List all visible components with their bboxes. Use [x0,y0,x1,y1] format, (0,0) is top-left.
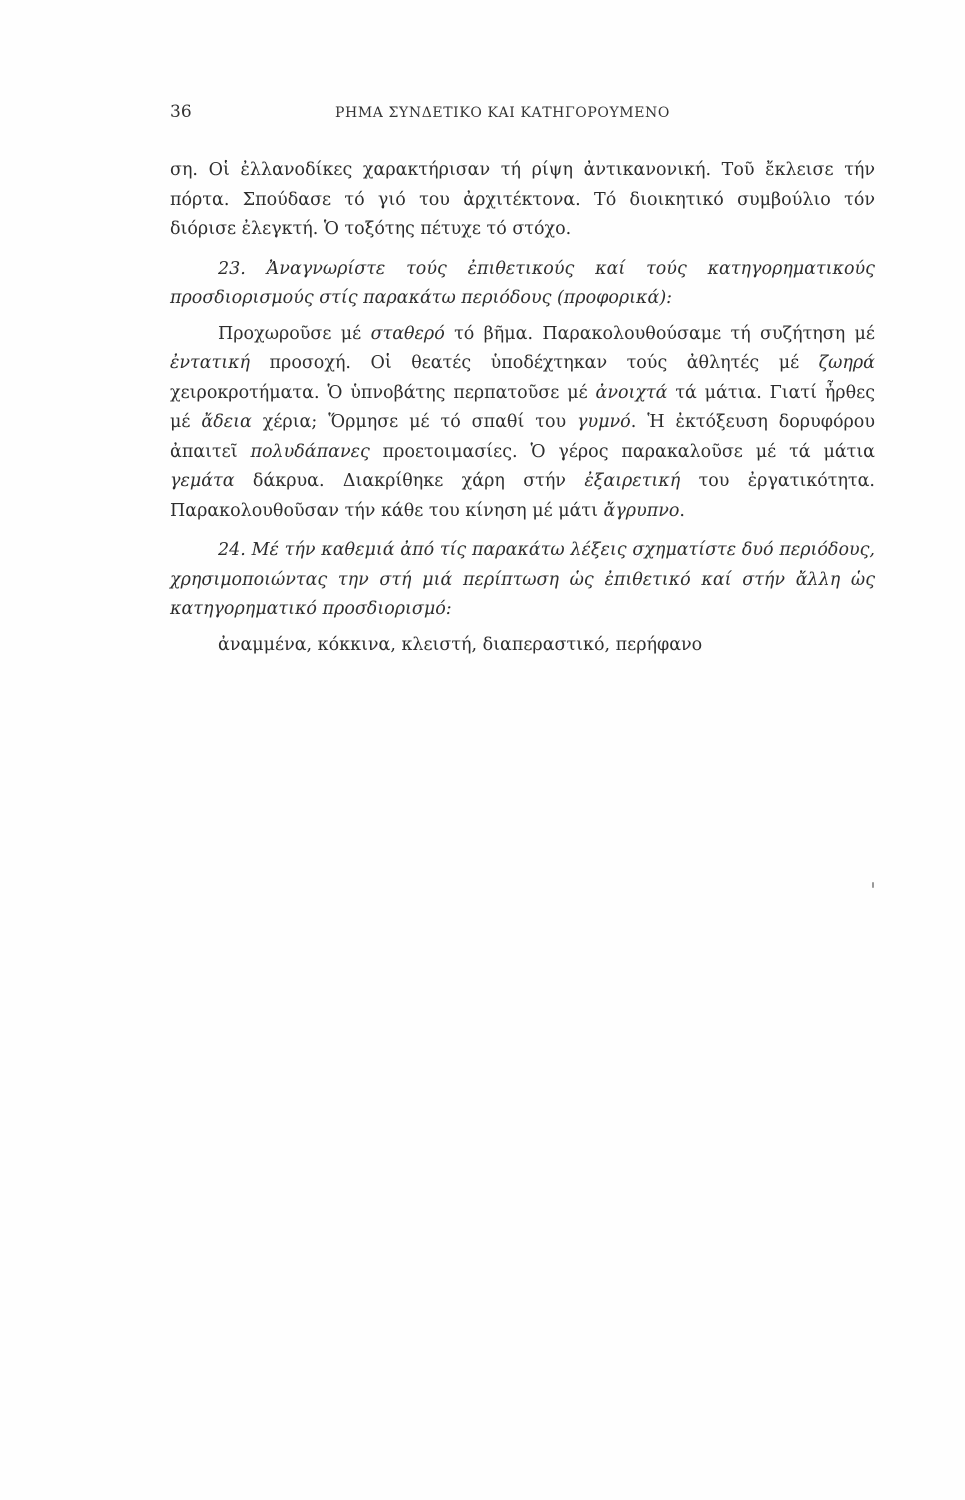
ex23-text: τά μάτια. Γιατί ἦρθες μέ [170,382,875,432]
exercise-23-instruction: Ἀναγνωρίστε τούς ἐπιθετικούς καί τούς κατηγορηματικούς προσδιορισμούς στίς παρακάτω περιόδους (προφορικά): [170,258,875,308]
ex23-text: . [679,500,685,521]
ex23-text: προετοιμασίες. Ὁ γέρος παρακαλοῦσε μέ τά μάτια [369,441,875,462]
ex23-text: χειροκροτήματα. Ὁ ὑπνοβάτης περπατοῦσε μέ [170,382,596,403]
continued-paragraph: ση. Οἱ ἐλλανοδίκες χαρακτήρισαν τή ρίψη ἀντικανονική. Τοῦ ἔκλεισε τήν πόρτα. Σπούδασε τό γιό του ἀρχιτέκτονα. Τό διοικητικό συμβούλιο τόν διόρισε ἐλεγκτή. Ὁ τοξότης πέτυχε τό στόχο. [170,160,875,239]
ex23-italic-word: ἄγρυπνο [603,500,680,521]
page-number: 36 [170,102,192,122]
ex23-italic-word: γεμάτα [170,471,235,491]
exercise-23-sentences [170,320,875,527]
ex23-italic-word: πολυδάπανες [250,441,370,462]
ex23-italic-word: ἐντατική [170,353,251,373]
ex23-text: Προχωροῦσε μέ [218,323,371,344]
exercise-23-number: 23. [218,258,246,279]
ex23-italic-word: ζωηρά [818,353,875,373]
ex23-text: τό βῆμα. Παρακολουθούσαμε τή συζήτηση μέ [444,323,875,344]
exercise-23-heading [170,255,875,314]
ex23-text: προσοχή. Οἱ θεατές ὑποδέχτηκαν τούς ἀθλητές μέ [250,353,819,373]
exercise-24-instruction: Μέ τήν καθεμιά ἀπό τίς παρακάτω λέξεις σχηματίστε δυό περιόδους, χρησιμοποιώντας την στή μιά περίπτωση ὡς ἐπιθετικό καί στήν ἄλλη ὡς κατηγορηματικό προσδιορισμό: [170,540,875,619]
paper-speck [872,882,874,888]
ex23-text: . Ἡ ἐκτόξευση δορυφόρου ἀπαιτεῖ [170,412,875,462]
page-body [170,156,875,660]
ex23-text: του ἐργατικότητα. Παρακολουθοῦσαν τήν κάθε του κίνηση μέ μάτι [170,471,875,521]
exercise-24-number: 24. [218,540,246,560]
ex23-italic-word: σταθερό [370,323,445,344]
running-header [170,102,870,132]
ex23-italic-word: ἐξαιρετική [584,471,681,491]
ex23-text: χέρια; Ὅρμησε μέ τό σπαθί του [251,412,578,432]
ex23-italic-word: ἀνοιχτά [595,382,668,403]
ex23-italic-word: γυμνό [577,412,631,432]
exercise-24-word-list: ἀναμμένα, κόκκινα, κλειστή, διαπεραστικό, περήφανο [218,634,703,655]
exercise-24-heading [170,536,875,625]
ex23-italic-word: ἄδεια [201,412,252,432]
ex23-text: δάκρυα. Διακρίθηκε χάρη στήν [234,471,585,491]
running-title: ΡΗΜΑ ΣΥΝΔΕΤΙΚΟ ΚΑΙ ΚΑΤΗΓΟΡΟΥΜΕΝΟ [335,105,670,121]
